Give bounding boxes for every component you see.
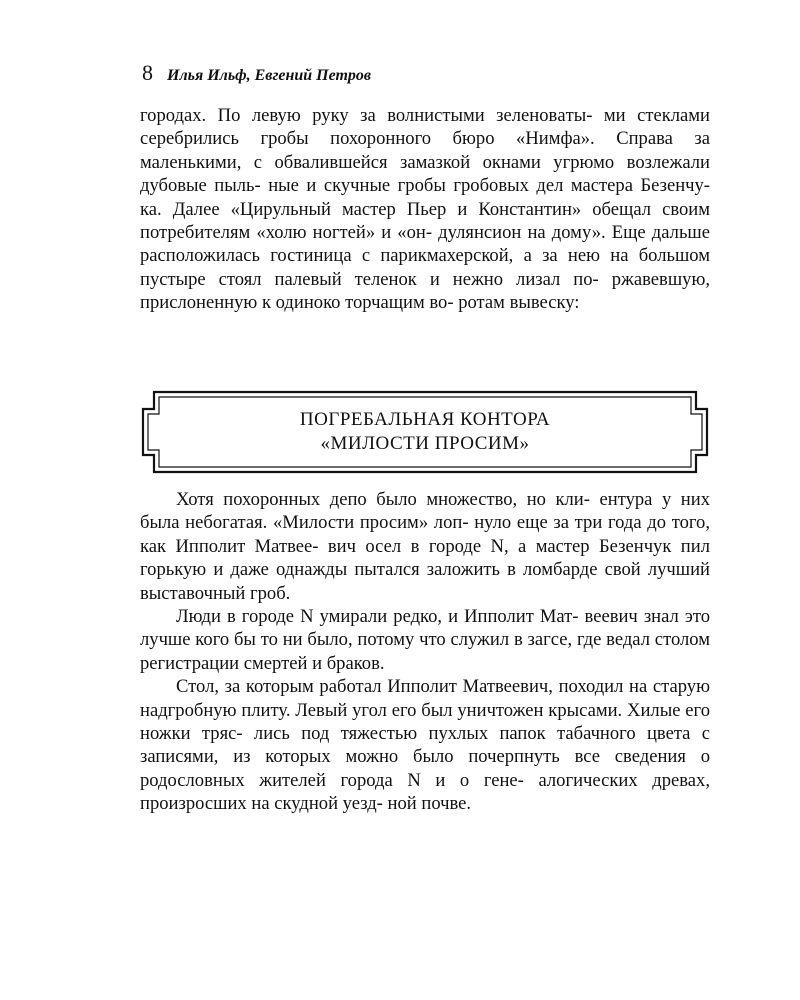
- text-line: нуло еще за три года до того, как Ипполит Матвее-: [140, 512, 710, 557]
- paragraph-3: [140, 605, 710, 675]
- text-line: и даже однажды пытался заложить в ломбарде свой: [213, 559, 641, 581]
- text-line: гостиница с парикмахерской, а за нею на большом: [270, 245, 710, 267]
- running-head-authors: Илья Ильф, Евгений Петров: [167, 67, 372, 84]
- text-line: походил на старую надгробную плиту. Левый угол: [140, 676, 710, 721]
- text-line: лись под тяжестью пухлых папок табачного цвета с: [253, 723, 711, 745]
- signboard-line-1: ПОГРЕБАЛЬНАЯ КОНТОРА: [299, 409, 551, 430]
- text-line: обещал своим потребителям «холю ногтей» и «он-: [140, 198, 710, 244]
- text-line: его был уничтожен крысами. Хилые его ножки тряс-: [140, 699, 710, 745]
- text-line: алогических древах, произросших на скудной уезд-: [140, 769, 710, 815]
- paragraph-4: [140, 675, 710, 815]
- text-line: веевич знал это лучше кого бы то ни было, потому что: [140, 606, 711, 651]
- text-line: дулянсион на дому». Еще дальше расположилась: [140, 222, 711, 267]
- text-line: сведения о родословных жителей города N и о гене-: [140, 746, 710, 791]
- text-line: ка. Далее «Цирульный мастер Пьер и Константин»: [140, 198, 582, 220]
- text-line: Люди в городе N умирали редко, и Ипполит Мат-: [176, 606, 579, 628]
- signboard: [140, 389, 710, 475]
- text-line: Стол, за которым работал Ипполит Матвеевич,: [176, 676, 553, 698]
- paragraph-2: [140, 488, 710, 605]
- text-line: городах. По левую руку за волнистыми зеленовaты-: [140, 105, 593, 126]
- signboard-line-2: «МИЛОСТИ ПРОСИМ»: [320, 433, 530, 454]
- text-line: ентура у них была небогатая. «Милости просим» лоп-: [140, 489, 710, 534]
- text-line: ной почве.: [387, 793, 472, 815]
- signboard-text: [140, 408, 710, 456]
- page-number: 8: [142, 60, 153, 85]
- text-line: записями, из которых можно было почерпнуть все: [140, 746, 600, 768]
- main-text: [140, 488, 710, 816]
- text-line: ми стеклами серебрились гробы похоронного бюро: [140, 105, 711, 150]
- paragraph-continued: [140, 104, 710, 315]
- text-line: ные и скучные гробы гробовых дел мастера Безенчу-: [268, 175, 710, 197]
- paragraph-1: [140, 104, 710, 315]
- text-line: ротам вывеску:: [458, 292, 580, 314]
- text-line: замазкой окнами угрюмо возлежали дубовые пыль-: [140, 151, 710, 197]
- book-page: [140, 0, 710, 1000]
- text-line: Хотя похоронных депо было множество, но кли-: [176, 489, 590, 510]
- text-line: вич осел в городе N, а мастер Безенчук пил горькую: [140, 535, 710, 581]
- text-line: ржавевшую, прислоненную к одиноко торчащим во-: [140, 268, 710, 314]
- running-head: [140, 60, 371, 90]
- text-line: служил в загсе, где ведал столом регистрации смертей: [140, 629, 710, 674]
- text-line: «Нимфа». Справа за маленькими, с обвалившейся: [140, 128, 710, 173]
- text-line: лучший выставочный гроб.: [140, 559, 710, 604]
- text-line: и браков.: [312, 652, 385, 674]
- text-line: пустыре стоял палевый теленок и нежно лизал по-: [140, 268, 599, 290]
